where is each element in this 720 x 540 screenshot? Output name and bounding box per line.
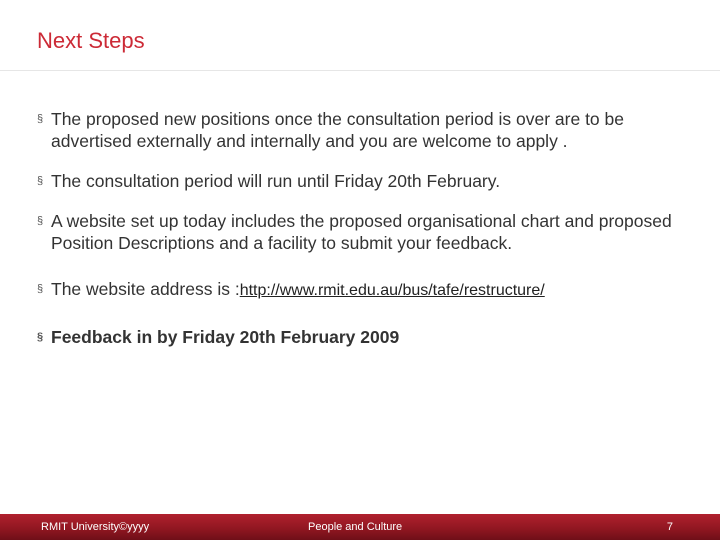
footer-bar [0,514,720,540]
title-divider [0,70,720,71]
bullet-marker-icon: § [37,113,44,125]
slide-title: Next Steps [37,28,145,53]
bullet-text: The website address is : [51,279,240,299]
bullet-item-positions [37,108,677,152]
bullet-text: The consultation period will run until Friday 20th February. [51,171,501,191]
bullet-marker-icon: § [37,215,44,227]
bullet-list [37,108,677,366]
bullet-item-website [37,210,677,254]
bullet-marker-icon: § [37,283,44,295]
bullet-item-feedback [37,326,677,348]
bullet-text: The proposed new positions once the consultation period is over are to be advertised externally and internally and you are welcome to apply . [51,109,624,151]
website-link[interactable]: http://www.rmit.edu.au/bus/tafe/restructure/ [239,282,545,299]
bullet-item-consultation [37,170,677,192]
bullet-marker-icon: § [37,331,44,343]
bullet-text: A website set up today includes the proposed organisational chart and proposed Position Descriptions and a facility to submit your feedback. [51,211,672,253]
page-number: 7 [666,521,673,533]
footer-department: People and Culture [308,521,403,533]
bullet-text: Feedback in by Friday 20th February 2009 [51,327,400,347]
footer-copyright: RMIT University©yyyy [41,521,150,533]
bullet-item-website-address [37,278,677,302]
bullet-marker-icon: § [37,175,44,187]
